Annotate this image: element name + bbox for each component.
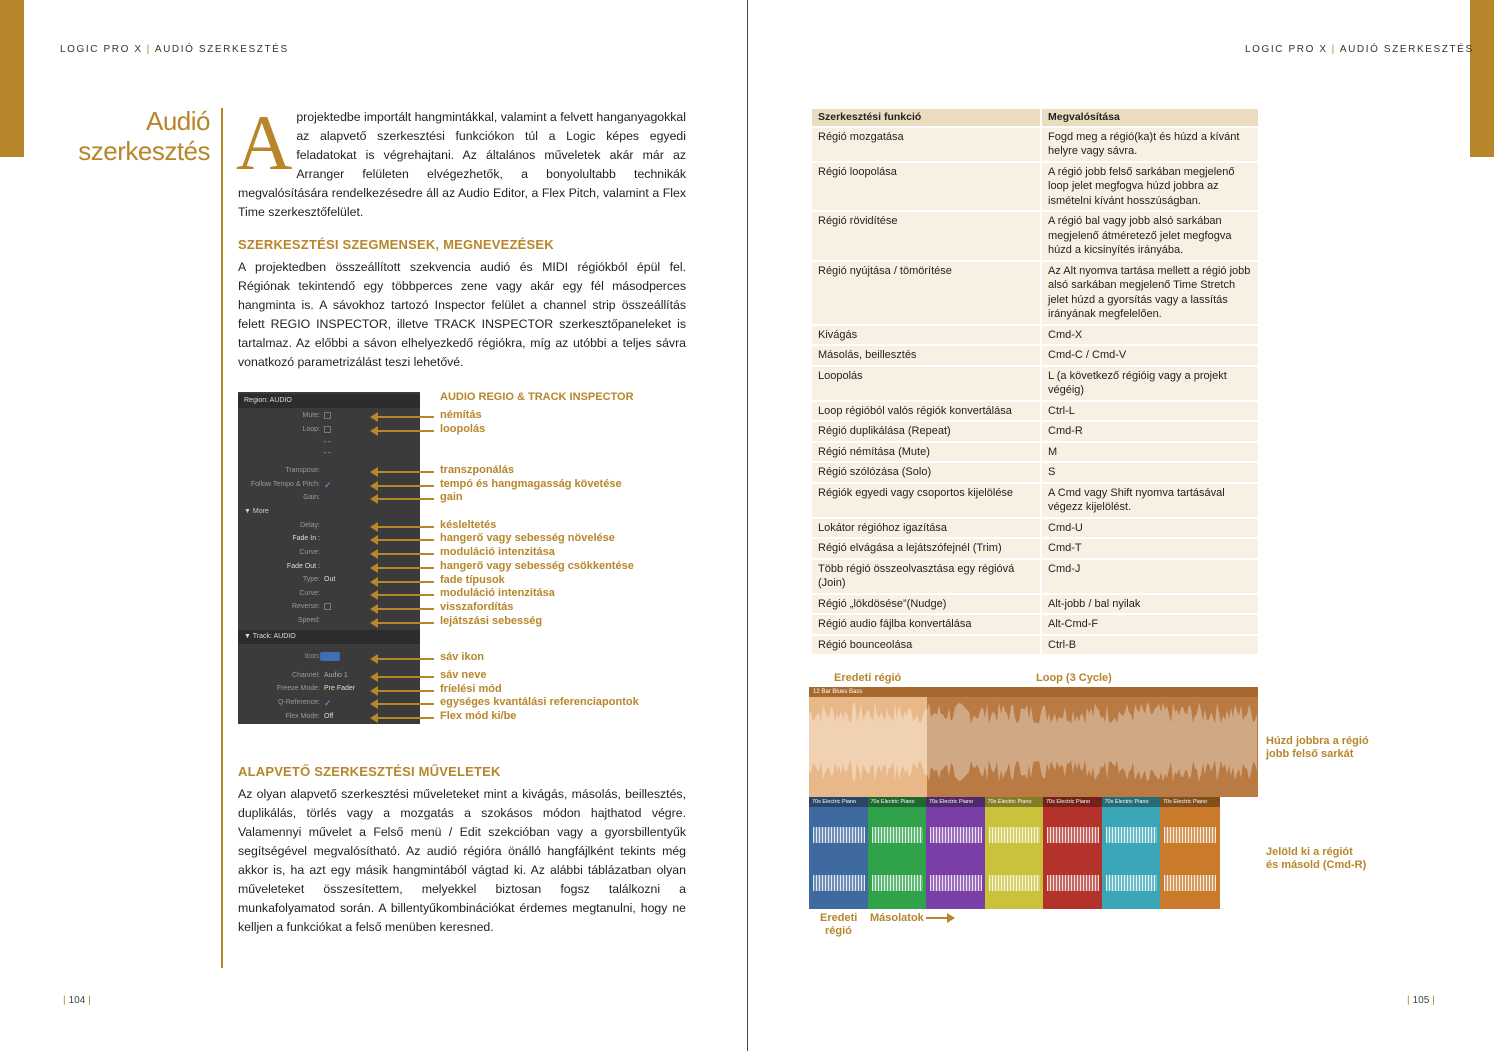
table-cell-implementation: Cmd-U [1042, 519, 1258, 538]
table-row [812, 346, 1258, 365]
waveform-strip [1106, 827, 1158, 843]
waveform-strip [872, 875, 924, 891]
waveform-strip [1047, 875, 1099, 891]
table-row [812, 262, 1258, 324]
table-cell-implementation: Alt-Cmd-F [1042, 615, 1258, 634]
table-cell-function: Másolás, beillesztés [812, 346, 1042, 365]
channel-value: Audio 1 [324, 672, 348, 679]
waveform-strip [930, 827, 982, 843]
wave-label-drag-2: jobb felső sarkát [1266, 748, 1354, 760]
annotation-label: egységes kvantálási referenciapontok [440, 696, 639, 708]
wave-label-select-1: Jelöld ki a régiót [1266, 846, 1353, 858]
fade-in-label: Fade In : [292, 535, 320, 542]
annotation-label: moduláció intenzitása [440, 546, 555, 558]
arrow-icon [377, 658, 434, 660]
freeze-value[interactable]: Pre Fader [324, 685, 356, 692]
running-head-chapter: AUDIÓ SZERKESZTÉS [154, 44, 289, 55]
table-row [812, 595, 1258, 614]
table-cell-implementation: Fogd meg a régió(ka)t és húzd a kívánt helyre vagy sávra. [1042, 128, 1258, 161]
annotation-title: AUDIO REGIO & TRACK INSPECTOR [440, 391, 634, 403]
curve-label-2: Curve: [299, 590, 320, 597]
section1-text: A projektedben összeállított szekvencia audió és MIDI régiókból épül fel. Régiónak tekintendő egy többperces zene vagy akár egy fél másodperces hangminta is. A sávokhoz tartozó Inspector felület a channel strip összeállítás felett REGIO INSPECTOR, illetve TRACK INSPECTOR szerkesztőpaneleket is tartalmaz. Az előbbi a sávon elhelyezkedő régiókra, míg az utóbbi a teljes sávra vonatkozó parametrizálást teszi lehetővé. [238, 260, 686, 369]
vertical-rule [221, 108, 223, 968]
piano-copies-track[interactable] [809, 797, 1258, 909]
table-row [812, 484, 1258, 517]
follow-label: Follow Tempo & Pitch: [250, 481, 320, 488]
table-header-implementation: Megvalósítása [1042, 109, 1258, 126]
table-cell-function: Régió nyújtása / tömörítése [812, 262, 1042, 324]
region-name: 70s Electric Piano [1160, 797, 1220, 807]
annotation-label: transzponálás [440, 464, 514, 476]
table-cell-function: Régió bounceolása [812, 636, 1042, 655]
table-cell-implementation: A Cmd vagy Shift nyomva tartásával végezz kijelölést. [1042, 484, 1258, 517]
arrow-icon [377, 676, 434, 678]
table-cell-function: Régió duplikálása (Repeat) [812, 422, 1042, 441]
waveform-strip [813, 827, 865, 843]
region-name: 70s Electric Piano [926, 797, 986, 807]
table-cell-function: Régió elvágása a lejátszófejnél (Trim) [812, 539, 1042, 558]
table-cell-implementation: Alt-jobb / bal nyilak [1042, 595, 1258, 614]
table-row [812, 443, 1258, 462]
waveform-strip [872, 827, 924, 843]
flex-label: Flex Mode: [285, 713, 320, 720]
icon-label: Icon: [304, 653, 320, 660]
table-body [812, 128, 1258, 655]
waveform-strip [989, 827, 1041, 843]
table-cell-implementation: Ctrl-B [1042, 636, 1258, 655]
track-icon[interactable] [320, 652, 340, 661]
track-header: ▼ Track: AUDIO [238, 630, 420, 644]
section1-heading: SZERKESZTÉSI SZEGMENSEK, MEGNEVEZÉSEK [238, 237, 554, 252]
arrow-icon [377, 526, 434, 528]
table-cell-function: Régió loopolása [812, 163, 1042, 211]
intro-paragraph [236, 99, 686, 222]
arrow-icon [377, 594, 434, 596]
table-cell-implementation: Cmd-X [1042, 326, 1258, 345]
check-icon[interactable]: ✓ [324, 480, 332, 490]
annotation-label: lejátszási sebesség [440, 615, 543, 627]
table-cell-function: Kivágás [812, 326, 1042, 345]
loop-label: Loop: [302, 426, 320, 433]
curve-label-1: Curve: [299, 549, 320, 556]
table-row [812, 367, 1258, 400]
arrow-icon [377, 430, 434, 432]
waveform-strip [1164, 827, 1216, 843]
inspector-panel [238, 392, 420, 724]
annotation-label: moduláció intenzitása [440, 587, 555, 599]
waveform-strip [1047, 827, 1099, 843]
intro-text: projektedbe importált hangmintákkal, valamint a felvett hanganyagokkal az alapvető szerkesztési funkciókon túl a Logic képes egyedi feladatokat is végrehajtani. Az általános műveletek akár már az Arranger felületen elvégezhetők, a bonyolultabb technikák megvalósítására rendelkezésedre áll az Audio Editor, a Flex Pitch, valamint a Flex Time szerkesztőfelület. [238, 110, 686, 219]
region-name: 70s Electric Piano [809, 797, 869, 807]
table-row [812, 402, 1258, 421]
chapter-tab [0, 0, 24, 157]
annotation-label: loopolás [440, 423, 486, 435]
waveform-strip [1106, 875, 1158, 891]
annotation-label: Flex mód ki/be [440, 710, 517, 722]
dropcap: A [236, 99, 293, 186]
bass-region-waveform[interactable] [809, 687, 1258, 797]
arrow-icon [377, 622, 434, 624]
qref-check-icon[interactable]: ✓ [324, 698, 332, 708]
table-cell-function: Lokátor régióhoz igazítása [812, 519, 1042, 538]
bass-waveform [809, 687, 1258, 797]
table-cell-implementation: A régió jobb felső sarkában megjelenő loop jelet megfogva húzd jobbra az ismételni kívánt hosszúságban. [1042, 163, 1258, 211]
table-cell-implementation: Cmd-J [1042, 560, 1258, 593]
waveform-strip [813, 875, 865, 891]
table-cell-function: Régiók egyedi vagy csoportos kijelölése [812, 484, 1042, 517]
annotation-label: fade típusok [440, 574, 505, 586]
edit-functions-table [812, 107, 1258, 656]
table-cell-function: Régió rövidítése [812, 212, 1042, 260]
table-cell-function: Régió némítása (Mute) [812, 443, 1042, 462]
table-row [812, 212, 1258, 260]
table-row [812, 539, 1258, 558]
wave-label-orig-bottom-1: Eredeti [820, 912, 858, 924]
wave-label-original: Eredeti régió [834, 672, 902, 684]
region-name: 70s Electric Piano [1043, 797, 1103, 807]
channel-label: Channel: [291, 672, 320, 679]
transpose-label: Transpose: [285, 467, 320, 474]
waveform-strip [989, 875, 1041, 891]
region-name: 70s Electric Piano [985, 797, 1045, 807]
table-row [812, 519, 1258, 538]
table-cell-function: Régió szólózása (Solo) [812, 463, 1042, 482]
running-head-book: LOGIC PRO X [60, 44, 143, 55]
original-piano-region[interactable] [809, 797, 869, 909]
wave-label-copies: Másolatok [870, 912, 924, 924]
piano-region-copy[interactable] [985, 797, 1045, 909]
annotation-label: visszafordítás [440, 601, 514, 613]
annotation-label: hangerő vagy sebesség növelése [440, 532, 615, 544]
table-cell-function: Loopolás [812, 367, 1042, 400]
table-cell-implementation: M [1042, 443, 1258, 462]
freeze-label: Freeze Mode: [276, 685, 320, 692]
folio-right: 105 [1412, 995, 1430, 1006]
region-name: 70s Electric Piano [1102, 797, 1162, 807]
piano-region-copy[interactable] [926, 797, 986, 909]
annotation-label: sáv neve [440, 669, 487, 681]
table-row [812, 163, 1258, 211]
table-cell-function: Régió „lökdösése”(Nudge) [812, 595, 1042, 614]
reverse-label: Reverse: [291, 603, 320, 610]
table-row [812, 326, 1258, 345]
delay-label: Delay: [300, 522, 320, 529]
bass-region-name: 12 Bar Blues Bass [813, 689, 863, 695]
flex-value[interactable]: Off [324, 713, 334, 720]
arrow-icon [377, 690, 434, 692]
table-cell-function: Régió mozgatása [812, 128, 1042, 161]
annotation-label: tempó és hangmagasság követése [440, 478, 622, 490]
piano-region-copy[interactable] [1160, 797, 1220, 909]
arrow-icon [377, 553, 434, 555]
table-cell-function: Loop régióból valós régiók konvertálása [812, 402, 1042, 421]
qref-label: Q-Reference: [277, 699, 320, 706]
table-cell-function: Több régió összeolvasztása egy régióvá (Join) [812, 560, 1042, 593]
reverse-checkbox[interactable] [324, 603, 331, 610]
dash-1: - - [324, 439, 331, 446]
table-row [812, 560, 1258, 593]
table-cell-implementation: Cmd-R [1042, 422, 1258, 441]
table-cell-implementation: A régió bal vagy jobb alsó sarkában megjelenő átméretező jelet megfogva húzd a kicsinyítés irányába. [1042, 212, 1258, 260]
table-cell-implementation: Az Alt nyomva tartása mellett a régió jobb alsó sarkában megjelenő Time Stretch jelet húzd a gyorsítás vagy a lassítás irányának megfelelően. [1042, 262, 1258, 324]
table-row [812, 422, 1258, 441]
loop-checkbox[interactable] [324, 426, 331, 433]
section2-heading: ALAPVETŐ SZERKESZTÉSI MŰVELETEK [238, 764, 501, 779]
piano-region-copy[interactable] [1102, 797, 1162, 909]
page-number-right: | 105 | [1407, 995, 1435, 1006]
dash-2: - - [324, 450, 331, 457]
type-label: Type: [302, 576, 320, 583]
wave-label-select-2: és másold (Cmd-R) [1266, 859, 1367, 871]
table-cell-implementation: Ctrl-L [1042, 402, 1258, 421]
waveform-strip [930, 875, 982, 891]
section2-text: Az olyan alapvető szerkesztési műveleteket mint a kivágás, másolás, beillesztés, duplikálás, törlés vagy a mozgatás a szokásos módon hajthatod végre. Valamennyi művelet a Felső menü / Edit szekcióban vagy a gyorsbillentyűk segítségével megvalósítható. Az audió régióra önálló hangfájlként tekints még akkor is, ha azt egy másik hangmintából vágtad ki. Az alábbi táblázatban olyan műveleteket összesítettem, melyekkel biztosan fogsz találkozni a munkafolyamatod során. A billentyűkombinációkat érdemes megtanulni, hogy ne kelljen a funkciókat a felső menüben keresned. [238, 787, 686, 934]
folio-left: 104 [68, 995, 86, 1006]
type-value[interactable]: Out [324, 576, 336, 583]
annotation-label: sáv ikon [440, 651, 485, 663]
arrow-icon [377, 471, 434, 473]
page-number-left: | 104 | [63, 995, 91, 1006]
arrow-icon [377, 717, 434, 719]
wave-label-loop: Loop (3 Cycle) [1036, 672, 1112, 684]
table-header-function: Szerkesztési funkció [812, 109, 1042, 126]
table-row [812, 463, 1258, 482]
piano-region-copy[interactable] [1043, 797, 1103, 909]
running-head: LOGIC PRO X | AUDIÓ SZERKESZTÉS [60, 44, 289, 55]
region-name: 70s Electric Piano [868, 797, 928, 807]
arrow-icon [377, 567, 434, 569]
arrow-right-icon [926, 917, 948, 919]
arrow-icon [377, 498, 434, 500]
table-row [812, 636, 1258, 655]
region-header: Region: AUDIO [238, 394, 420, 408]
wave-label-orig-bottom-2: régió [825, 925, 852, 937]
gain-label: Gain: [303, 494, 320, 501]
table-row [812, 128, 1258, 161]
title-line1: Audió [146, 106, 210, 136]
running-head-chapter: AUDIÓ SZERKESZTÉS [1339, 44, 1474, 55]
table-cell-implementation: S [1042, 463, 1258, 482]
arrow-icon [377, 485, 434, 487]
arrow-icon [377, 608, 434, 610]
table-row [812, 615, 1258, 634]
chapter-tab-right [1470, 0, 1494, 157]
mute-checkbox[interactable] [324, 412, 331, 419]
page-title [60, 106, 210, 166]
arrow-icon [377, 581, 434, 583]
arrow-icon [377, 539, 434, 541]
table-header-row [812, 109, 1258, 126]
annotation-label: hangerő vagy sebesség csökkentése [440, 560, 634, 572]
table-cell-implementation: L (a következő régióig vagy a projekt végéig) [1042, 367, 1258, 400]
table-cell-function: Régió audio fájlba konvertálása [812, 615, 1042, 634]
annotation-label: gain [440, 491, 463, 503]
piano-region-copy[interactable] [868, 797, 928, 909]
wave-label-drag-1: Húzd jobbra a régió [1266, 735, 1369, 747]
waveform-strip [1164, 875, 1216, 891]
arrow-icon [377, 416, 434, 418]
fade-out-label: Fade Out : [286, 563, 320, 570]
running-head-right: LOGIC PRO X | AUDIÓ SZERKESZTÉS [1245, 44, 1474, 55]
running-head-book: LOGIC PRO X [1245, 44, 1328, 55]
arrow-icon [377, 703, 434, 705]
table-cell-implementation: Cmd-T [1042, 539, 1258, 558]
annotation-label: némítás [440, 409, 482, 421]
annotation-label: fríelési mód [440, 683, 502, 695]
mute-label: Mute: [302, 412, 320, 419]
title-line2: szerkesztés [78, 136, 210, 166]
table-cell-implementation: Cmd-C / Cmd-V [1042, 346, 1258, 365]
annotation-label: késleltetés [440, 519, 497, 531]
more-toggle[interactable]: ▼ More [244, 508, 269, 515]
speed-label: Speed: [297, 617, 320, 624]
